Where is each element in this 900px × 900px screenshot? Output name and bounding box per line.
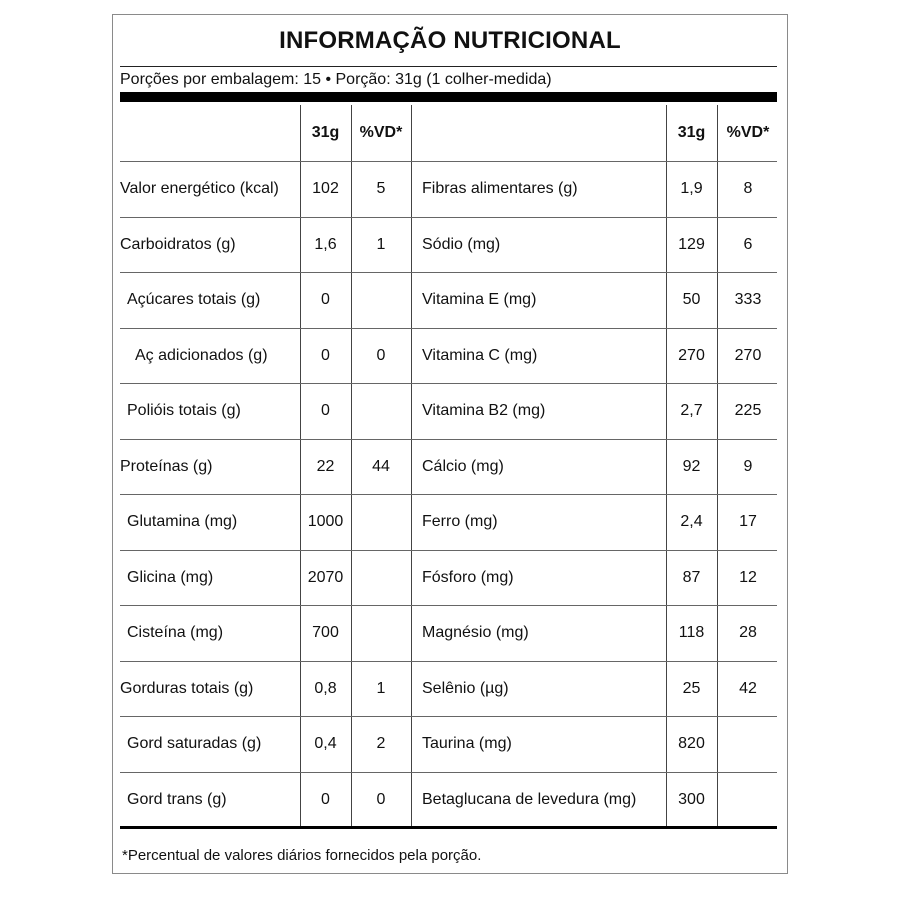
nutrient-amount-right: 2,4 xyxy=(680,513,703,530)
nutrient-dv-left: 5 xyxy=(376,180,386,197)
nutrient-amount-right: 50 xyxy=(682,291,701,308)
nutrient-name-right: Fibras alimentares (g) xyxy=(422,180,578,197)
nutrient-name-right: Cálcio (mg) xyxy=(422,458,504,475)
nutrient-dv-right: 6 xyxy=(743,236,753,253)
header-amount-left: 31g xyxy=(311,124,340,141)
nutrient-dv-left: 1 xyxy=(376,680,386,697)
nutrient-name-right: Magnésio (mg) xyxy=(422,624,529,641)
nutrient-name-left: Aç adicionados (g) xyxy=(135,347,268,364)
footnote: *Percentual de valores diários fornecidos pela porção. xyxy=(122,847,482,864)
nutrient-amount-left: 0,4 xyxy=(314,735,337,752)
nutrient-dv-left: 1 xyxy=(376,236,386,253)
nutrient-name-left: Açúcares totais (g) xyxy=(127,291,261,308)
nutrient-name-left: Valor energético (kcal) xyxy=(120,180,279,197)
nutrient-dv-right: 270 xyxy=(734,347,762,364)
serving-info: Porções por embalagem: 15 • Porção: 31g (1 colher-medida) xyxy=(120,71,552,88)
nutrient-name-left: Gorduras totais (g) xyxy=(120,680,254,697)
nutrient-name-left: Cisteína (mg) xyxy=(127,624,224,641)
nutrient-name-right: Vitamina C (mg) xyxy=(422,347,538,364)
nutrient-dv-right: 42 xyxy=(739,680,757,697)
nutrition-table xyxy=(120,105,777,826)
nutrient-amount-left: 0 xyxy=(321,291,330,308)
nutrient-name-left: Carboidratos (g) xyxy=(120,236,236,253)
nutrient-name-left: Glicina (mg) xyxy=(127,569,214,586)
nutrient-amount-right: 129 xyxy=(678,236,705,253)
nutrient-dv-right: 28 xyxy=(739,624,757,641)
nutrient-amount-left: 0,8 xyxy=(314,680,337,697)
nutrient-name-left: Gord trans (g) xyxy=(127,791,227,808)
header-dv-right: %VD* xyxy=(726,124,770,141)
header-amount-right: 31g xyxy=(677,124,706,141)
nutrient-dv-right: 17 xyxy=(739,513,757,530)
nutrient-amount-left: 0 xyxy=(321,402,330,419)
nutrient-dv-right: 12 xyxy=(739,569,757,586)
nutrient-name-left: Proteínas (g) xyxy=(120,458,213,475)
nutrient-name-right: Selênio (µg) xyxy=(422,680,509,697)
nutrient-amount-left: 1,6 xyxy=(314,236,337,253)
nutrient-dv-left xyxy=(351,550,411,605)
nutrient-name-right: Taurina (mg) xyxy=(422,735,512,752)
nutrient-name-left: Gord saturadas (g) xyxy=(127,735,262,752)
nutrient-amount-left: 700 xyxy=(312,624,339,641)
nutrient-amount-left: 2070 xyxy=(307,569,344,586)
nutrient-dv-left xyxy=(351,605,411,660)
nutrient-name-right: Fósforo (mg) xyxy=(422,569,514,586)
nutrient-amount-right: 270 xyxy=(678,347,705,364)
nutrient-dv-right xyxy=(717,772,779,827)
nutrient-dv-left: 44 xyxy=(372,458,390,475)
column-divider xyxy=(411,105,412,826)
nutrient-dv-left xyxy=(351,383,411,438)
nutrient-dv-right: 9 xyxy=(743,458,753,475)
nutrient-dv-left xyxy=(351,272,411,327)
nutrient-dv-left: 0 xyxy=(376,791,386,808)
nutrient-amount-left: 0 xyxy=(321,791,330,808)
nutrition-label xyxy=(112,14,788,874)
nutrient-dv-right: 225 xyxy=(734,402,762,419)
header-dv-left: %VD* xyxy=(359,124,403,141)
nutrient-amount-left: 0 xyxy=(321,347,330,364)
nutrient-name-left: Glutamina (mg) xyxy=(127,513,238,530)
nutrient-name-right: Vitamina E (mg) xyxy=(422,291,537,308)
nutrient-amount-left: 102 xyxy=(312,180,339,197)
nutrient-name-left: Polióis totais (g) xyxy=(127,402,241,419)
label-title: INFORMAÇÃO NUTRICIONAL xyxy=(279,27,621,54)
nutrient-amount-right: 2,7 xyxy=(680,402,703,419)
nutrient-amount-left: 22 xyxy=(316,458,335,475)
nutrient-name-right: Betaglucana de levedura (mg) xyxy=(422,791,637,808)
nutrient-dv-right xyxy=(717,716,779,771)
nutrient-name-right: Sódio (mg) xyxy=(422,236,501,253)
nutrient-dv-left: 0 xyxy=(376,347,386,364)
nutrient-amount-right: 87 xyxy=(682,569,701,586)
nutrient-dv-right: 8 xyxy=(743,180,753,197)
nutrient-amount-right: 820 xyxy=(678,735,705,752)
nutrient-amount-right: 25 xyxy=(682,680,701,697)
nutrient-name-right: Vitamina B2 (mg) xyxy=(422,402,546,419)
nutrient-amount-right: 118 xyxy=(678,624,705,641)
title-divider xyxy=(120,66,777,67)
header-thick-rule xyxy=(120,92,777,102)
nutrient-amount-right: 300 xyxy=(678,791,705,808)
table-bottom-rule xyxy=(120,826,777,829)
nutrient-amount-right: 1,9 xyxy=(680,180,703,197)
nutrient-dv-left: 2 xyxy=(376,735,386,752)
nutrient-dv-right: 333 xyxy=(734,291,762,308)
nutrient-dv-left xyxy=(351,494,411,549)
nutrient-amount-right: 92 xyxy=(682,458,701,475)
nutrient-amount-left: 1000 xyxy=(307,513,344,530)
nutrient-name-right: Ferro (mg) xyxy=(422,513,498,530)
